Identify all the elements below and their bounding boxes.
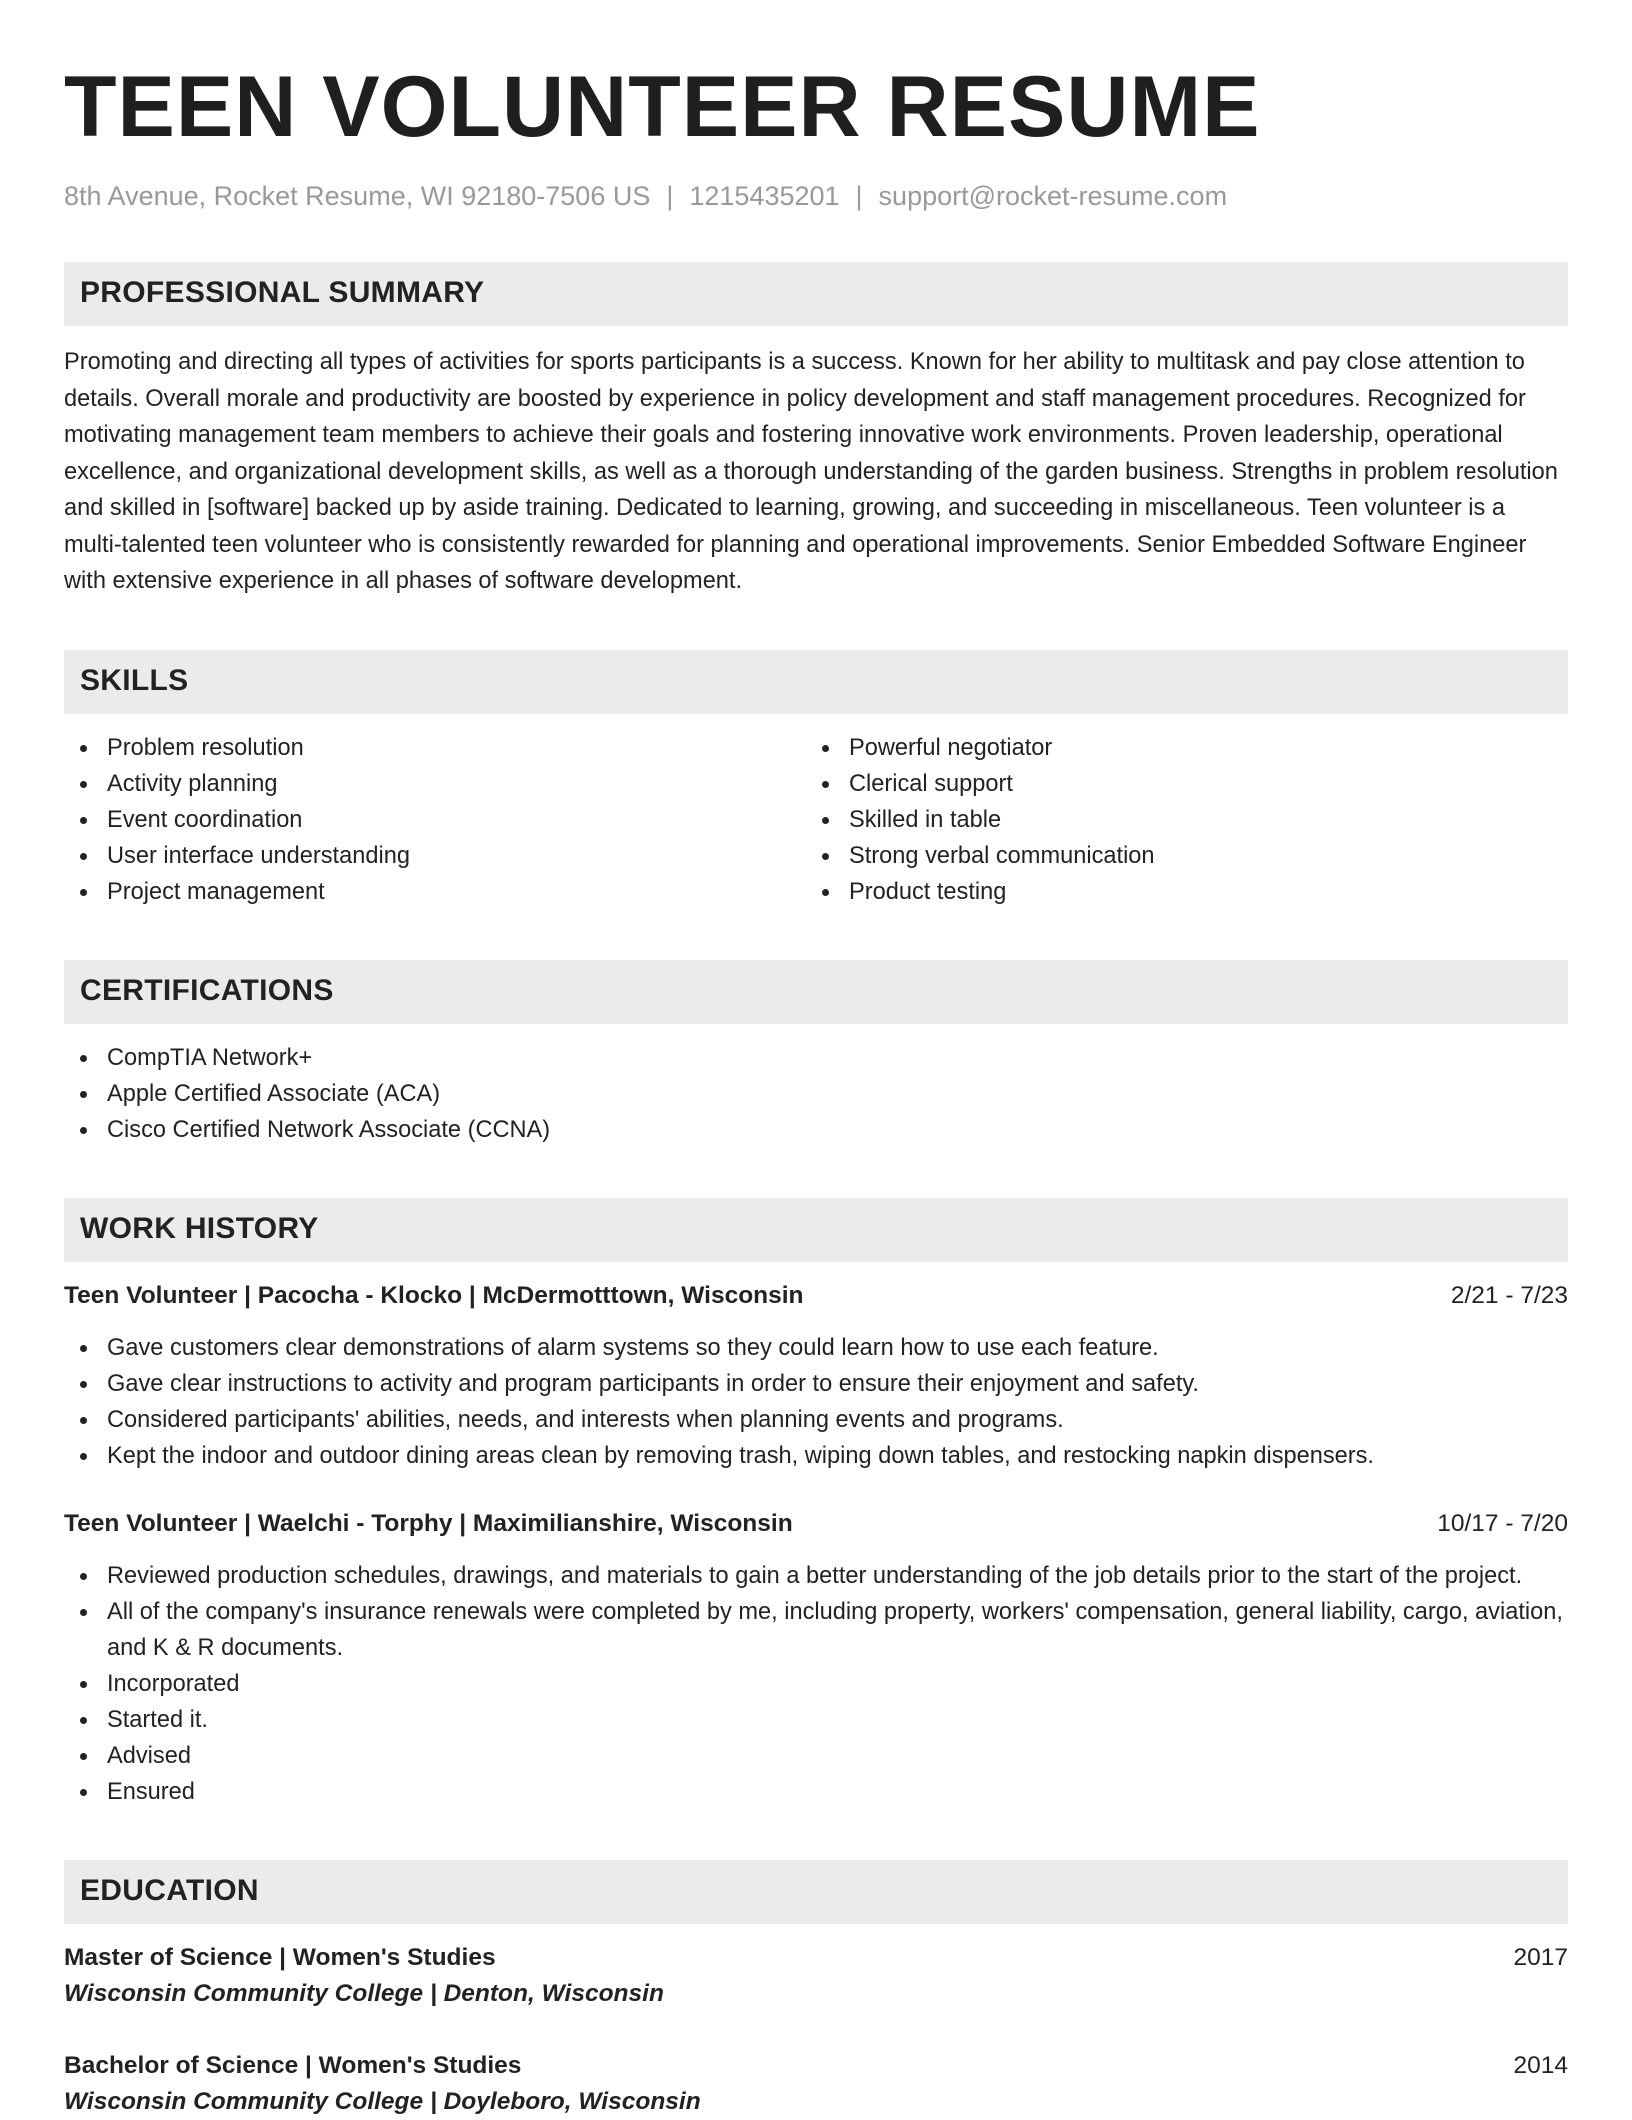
skill-item: Activity planning [107,766,806,802]
skill-item: Clerical support [849,766,1548,802]
job-bullet: Considered participants' abilities, needs, and interests when planning events and programs. [107,1402,1568,1438]
skill-item: Problem resolution [107,730,806,766]
certification-item: Apple Certified Associate (ACA) [107,1076,1568,1112]
job-bullets [64,1330,1568,1474]
education-entry [64,2048,1568,2120]
skill-item: User interface understanding [107,838,806,874]
education-school: Wisconsin Community College | Denton, Wisconsin [64,1979,664,2007]
job-dates: 10/17 - 7/20 [1437,1509,1568,1537]
section-heading-work-history: WORK HISTORY [64,1198,1568,1262]
education-entry [64,1940,1568,2012]
education-header [64,2048,1568,2084]
skill-item: Project management [107,874,806,910]
contact-line [64,180,1568,212]
job-bullets [64,1558,1568,1810]
job-dates: 2/21 - 7/23 [1450,1281,1568,1309]
certification-item: Cisco Certified Network Associate (CCNA) [107,1112,1568,1148]
education-header [64,1940,1568,1976]
skill-item: Strong verbal communication [849,838,1548,874]
job-entry [64,1506,1568,1810]
job-title: Teen Volunteer | Waelchi - Torphy | Maximilianshire, Wisconsin [64,1509,793,1537]
section-heading-summary: PROFESSIONAL SUMMARY [64,262,1568,326]
job-bullet: Gave customers clear demonstrations of alarm systems so they could learn how to use each feature. [107,1330,1568,1366]
resume-title: TEEN VOLUNTEER RESUME [64,59,1261,155]
contact-separator: | [855,181,863,211]
job-bullet: Gave clear instructions to activity and program participants in order to ensure their enjoyment and safety. [107,1366,1568,1402]
education-year: 2014 [1513,2051,1568,2079]
skill-item: Product testing [849,874,1548,910]
section-heading-education: EDUCATION [64,1860,1568,1924]
contact-phone: 1215435201 [689,181,840,211]
summary-text: Promoting and directing all types of activities for sports participants is a success. Known for her ability to multitask and pay close attention to details. Overall morale and productivity are boosted by experience in policy development and staff management procedures. Recognized for motivating management team members to achieve their goals and fostering innovative work environments. Proven leadership, operational excellence, and organizational development skills, as well as a thorough understanding of the garden business. Strengths in problem resolution and skilled in [software] backed up by aside training. Dedicated to learning, growing, and succeeding in miscellaneous. Teen volunteer is a multi-talented teen volunteer who is consistently rewarded for planning and operational improvements. Senior Embedded Software Engineer with extensive experience in all phases of software development. [64,349,1558,595]
education-year: 2017 [1513,1943,1568,1971]
contact-separator: | [666,181,674,211]
job-bullet: Incorporated [107,1666,1568,1702]
education-school: Wisconsin Community College | Doyleboro, Wisconsin [64,2087,701,2115]
certifications-list [64,1040,1568,1148]
job-header [64,1278,1568,1314]
certification-item: CompTIA Network+ [107,1040,1568,1076]
education-degree: Bachelor of Science | Women's Studies [64,2051,522,2079]
skill-item: Powerful negotiator [849,730,1548,766]
contact-email[interactable]: support@rocket-resume.com [878,181,1228,211]
skills-list [64,730,1568,910]
job-bullet: Advised [107,1738,1568,1774]
job-bullet: All of the company's insurance renewals were completed by me, including property, workers' compensation, general liability, cargo, aviation, and K & R documents. [107,1594,1568,1666]
job-bullet: Ensured [107,1774,1568,1810]
job-header [64,1506,1568,1542]
section-heading-skills: SKILLS [64,650,1568,714]
skill-item: Skilled in table [849,802,1548,838]
contact-address: 8th Avenue, Rocket Resume, WI 92180-7506 US [64,181,651,211]
job-bullet: Kept the indoor and outdoor dining areas clean by removing trash, wiping down tables, and restocking napkin dispensers. [107,1438,1568,1474]
education-degree: Master of Science | Women's Studies [64,1943,496,1971]
skill-item: Event coordination [107,802,806,838]
section-heading-certifications: CERTIFICATIONS [64,960,1568,1024]
job-bullet: Started it. [107,1702,1568,1738]
skills-column-left [64,730,806,910]
job-entry [64,1278,1568,1474]
job-bullet: Reviewed production schedules, drawings, and materials to gain a better understanding of the job details prior to the start of the project. [107,1558,1568,1594]
job-title: Teen Volunteer | Pacocha - Klocko | McDermotttown, Wisconsin [64,1281,804,1309]
skills-column-right [806,730,1548,910]
